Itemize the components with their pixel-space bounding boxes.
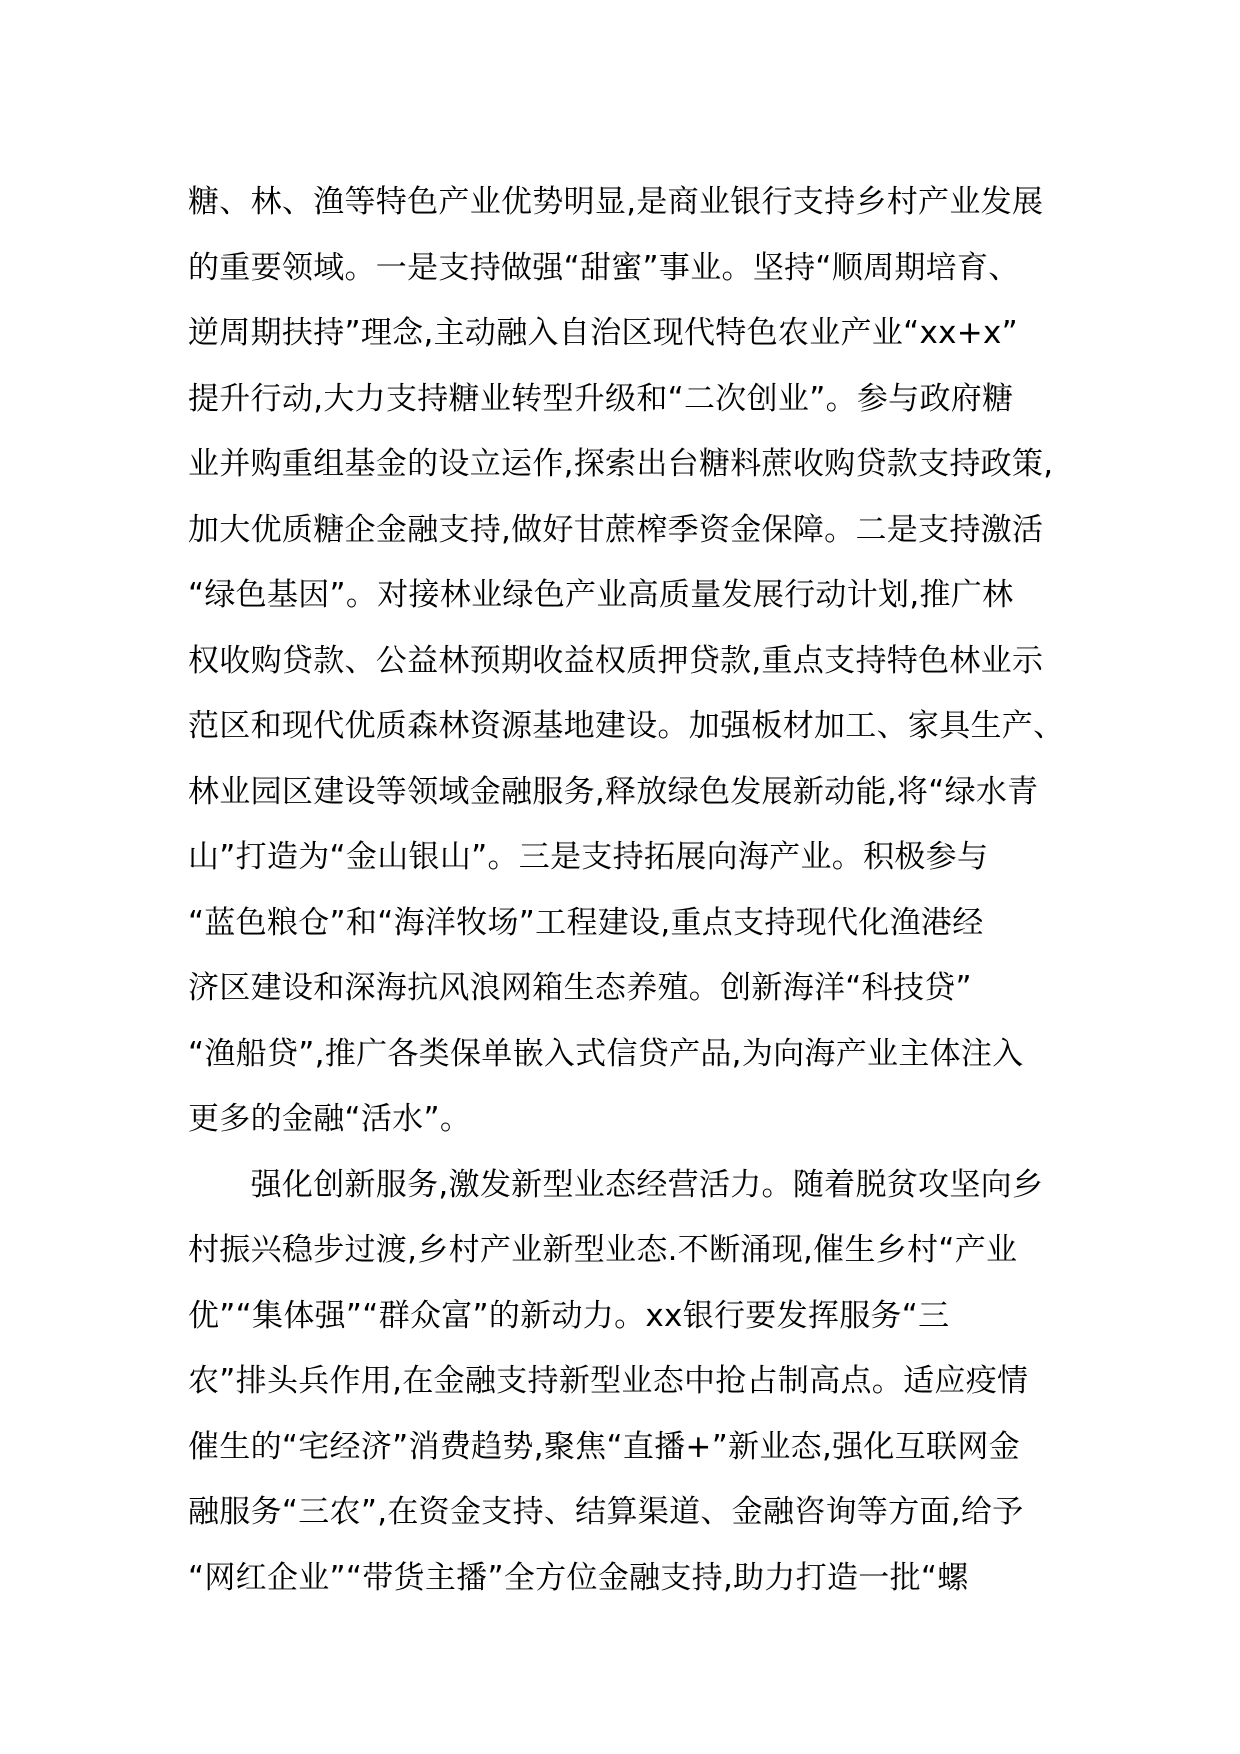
text-line: 业并购重组基金的设立运作,探索出台糖料蔗收购贷款支持政策, bbox=[188, 446, 1054, 482]
text-line: 范区和现代优质森林资源基地建设。加强板材加工、家具生产、 bbox=[188, 708, 1065, 744]
text-line: 村振兴稳步过渡,乡村产业新型业态.不断涌现,催生乡村“产业 bbox=[188, 1232, 1018, 1268]
text-line: 提升行动,大力支持糖业转型升级和“二次创业”。参与政府糖 bbox=[188, 380, 1014, 417]
text-line: 逆周期扶持”理念,主动融入自治区现代特色农业产业“xx+x” bbox=[188, 315, 1019, 351]
text-line: “绿色基因”。对接林业绿色产业高质量发展行动计划,推广林 bbox=[188, 577, 1014, 613]
text-line: “渔船贷”,推广各类保单嵌入式信贷产品,为向海产业主体注入 bbox=[188, 1035, 1024, 1072]
text-line: 农”排头兵作用,在金融支持新型业态中抢占制高点。适应疫情 bbox=[188, 1363, 1029, 1399]
text-line: 更多的金融“活水”。 bbox=[188, 1101, 472, 1137]
text-line: 融服务“三农”,在资金支持、结算渠道、金融咨询等方面,给予 bbox=[188, 1494, 1024, 1530]
text-line: “蓝色粮仓”和“海洋牧场”工程建设,重点支持现代化渔港经 bbox=[188, 904, 984, 941]
text-line: 强化创新服务,激发新型业态经营活力。随着脱贫攻坚向乡 bbox=[188, 1166, 1044, 1203]
text-line: 加大优质糖企金融支持,做好甘蔗榨季资金保障。二是支持激活 bbox=[188, 511, 1044, 548]
body-text bbox=[188, 170, 1068, 1611]
text-line: “网红企业”“带货主播”全方位金融支持,助力打造一批“螺 bbox=[188, 1559, 969, 1596]
text-line: 催生的“宅经济”消费趋势,聚焦“直播+”新业态,强化互联网金 bbox=[188, 1428, 1020, 1465]
text-line: 糖、林、渔等特色产业优势明显,是商业银行支持乡村产业发展 bbox=[188, 184, 1044, 220]
text-line: 林业园区建设等领域金融服务,释放绿色发展新动能,将“绿水青 bbox=[188, 773, 1039, 810]
text-line: 济区建设和深海抗风浪网箱生态养殖。创新海洋“科技贷” bbox=[188, 970, 972, 1006]
text-line: 山”打造为“金山银山”。三是支持拓展向海产业。积极参与 bbox=[188, 839, 989, 875]
text-line: 优”“集体强”“群众富”的新动力。xx银行要发挥服务“三 bbox=[188, 1297, 950, 1334]
text-line: 权收购贷款、公益林预期收益权质押贷款,重点支持特色林业示 bbox=[188, 642, 1044, 679]
text-line: 的重要领域。一是支持做强“甜蜜”事业。坚持“顺周期培育、 bbox=[188, 249, 1020, 286]
